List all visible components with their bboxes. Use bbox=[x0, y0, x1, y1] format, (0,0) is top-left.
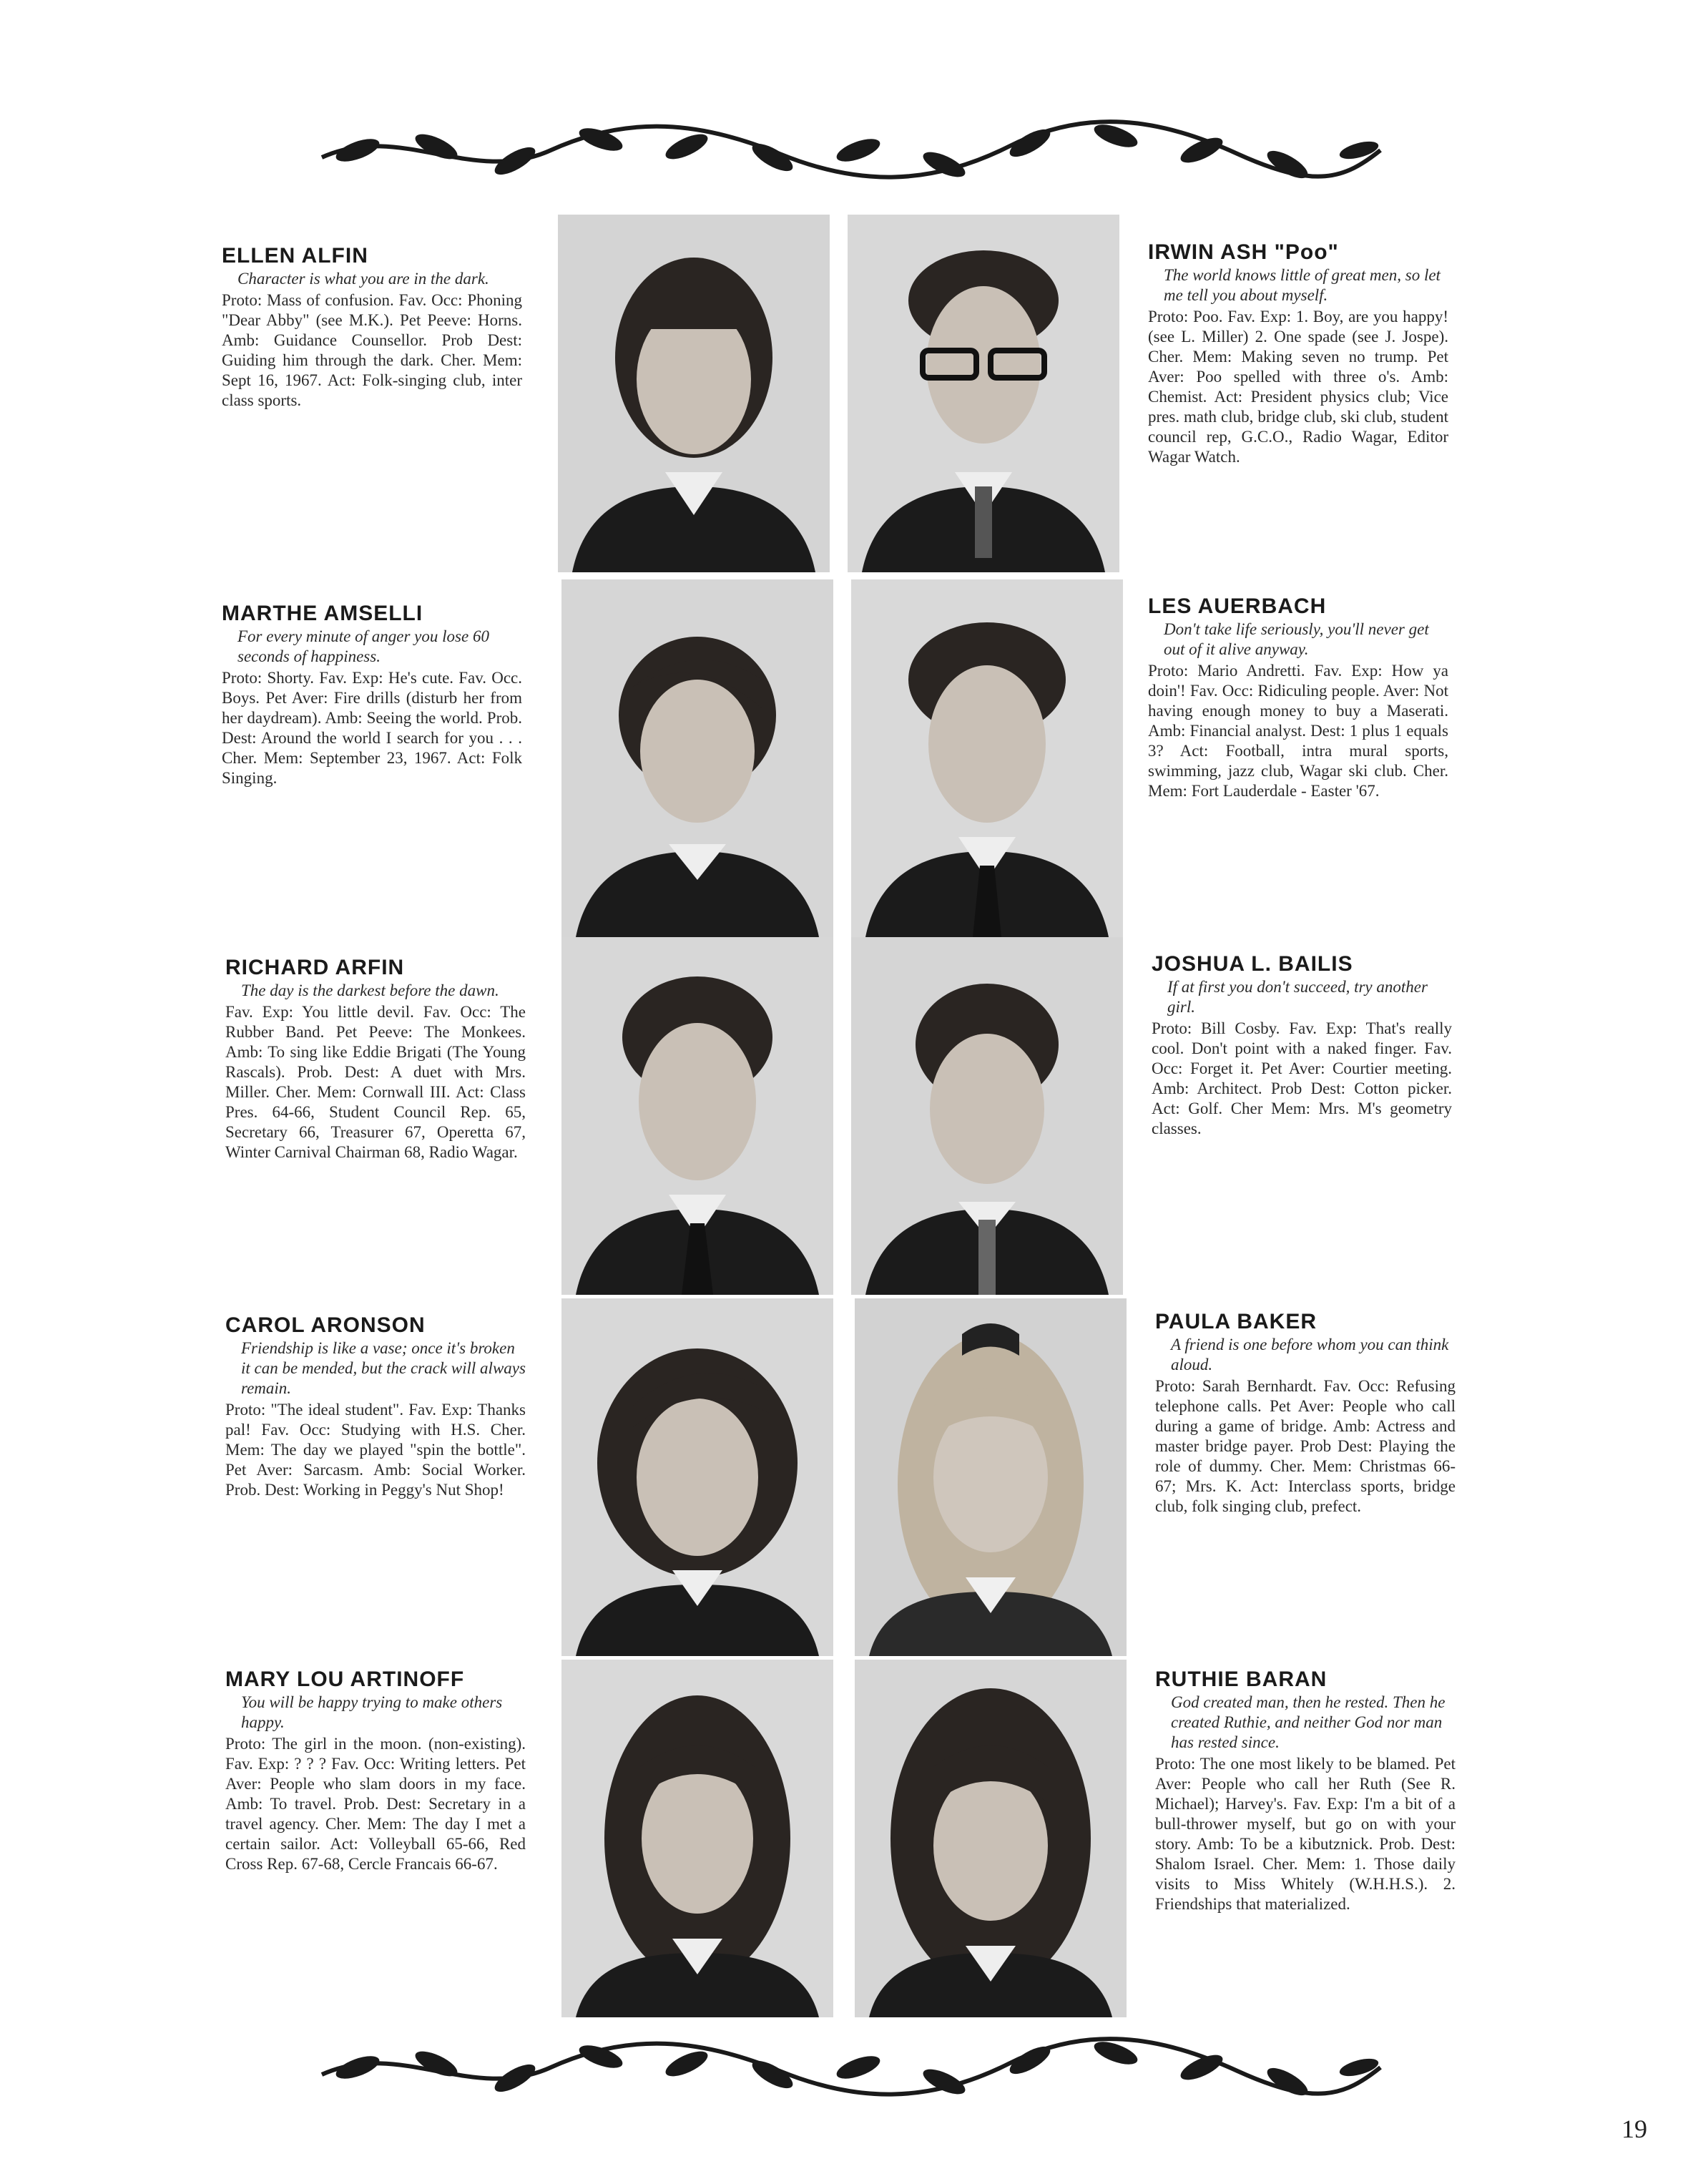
student-name: CAROL ARONSON bbox=[225, 1313, 426, 1337]
student-bio: Proto: Sarah Bernhardt. Fav. Occ: Refusing telephone calls. Pet Aver: People who call during a game of bridge. Amb: Actress and master bridge payer. Prob Dest: Playing the role of dummy. Cher. Mem: Christmas 66-67; Mrs. K. Act: Interclass sports, bridge club, folk singing club, prefect. bbox=[1155, 1377, 1456, 1515]
student-bio: Fav. Exp: You little devil. Fav. Occ: The Rubber Band. Pet Peeve: The Monkees. Amb: To sing like Eddie Brigati (The Young Rascals). Prob. Dest: A duet with Mrs. Miller. Cher. Mem: Cornwall III. Act: Class Pres. 64-66, Student Council Rep. 65, Secretary 66, Treasurer 67, Operetta 67, Winter Carnival Chairman 68, Radio Wagar. bbox=[225, 1003, 526, 1161]
student-motto: The world knows little of great men, so let me tell you about myself. bbox=[1164, 266, 1441, 304]
student-name: LES AUERBACH bbox=[1148, 594, 1327, 618]
student-name: RUTHIE BARAN bbox=[1155, 1668, 1328, 1691]
student-bio: Proto: The one most likely to be blamed. Pet Aver: People who call her Ruth (See R. Michael); Harvey's. Fav. Exp: I'm a bit of a bull-thrower myself, but go on with your story. Amb: To be a kibutznick. Prob. Dest: Shalom Israel. Cher. Mem: 1. Those daily visits to Miss Whitely (W.H.H.S.). 2. Friendships that materialized. bbox=[1155, 1755, 1456, 1913]
student-motto: You will be happy trying to make others happy. bbox=[241, 1693, 503, 1731]
student-motto: Friendship is like a vase; once it's broken it can be mended, but the crack will always remain. bbox=[241, 1339, 526, 1397]
student-motto: Character is what you are in the dark. bbox=[237, 270, 489, 288]
student-photo bbox=[851, 579, 1123, 937]
student-motto: God created man, then he rested. Then he created Ruthie, and neither God nor man has rested since. bbox=[1171, 1693, 1446, 1751]
student-name: ELLEN ALFIN bbox=[222, 244, 368, 268]
student-entry bbox=[222, 243, 522, 411]
student-entry bbox=[1155, 1309, 1456, 1517]
student-name: IRWIN ASH "Poo" bbox=[1148, 240, 1339, 264]
student-photo bbox=[855, 1298, 1127, 1656]
bottom-vine-ornament bbox=[315, 2024, 1388, 2110]
student-bio: Proto: Mass of confusion. Fav. Occ: Phoning "Dear Abby" (see M.K.). Pet Peeve: Horns. Amb: Guidance Counsellor. Prob Dest: Guiding him through the dark. Cher. Mem: Sept 16, 1967. Act: Folk-singing club, inter class sports. bbox=[222, 291, 522, 409]
student-entry bbox=[222, 601, 522, 788]
student-entry bbox=[1155, 1667, 1456, 1914]
student-motto: The day is the darkest before the dawn. bbox=[241, 981, 499, 999]
student-entry bbox=[225, 955, 526, 1162]
student-bio: Proto: Mario Andretti. Fav. Exp: How ya doin'! Fav. Occ: Ridiculing people. Aver: Not having enough money to buy a Maserati. Amb: Financial analyst. Dest: 1 plus 1 equals 3? Act: Football, intra mural sports, swimming, jazz club, Wagar ski club. Cher. Mem: Fort Lauderdale - Easter '67. bbox=[1148, 662, 1448, 800]
student-photo bbox=[561, 937, 833, 1295]
student-entry bbox=[225, 1667, 526, 1874]
student-entry bbox=[225, 1313, 526, 1500]
student-motto: Don't take life seriously, you'll never get out of it alive anyway. bbox=[1164, 620, 1429, 658]
student-photo bbox=[855, 1660, 1127, 2017]
student-name: PAULA BAKER bbox=[1155, 1310, 1317, 1333]
student-entry bbox=[1152, 951, 1452, 1139]
student-motto: For every minute of anger you lose 60 seconds of happiness. bbox=[237, 627, 489, 665]
student-photo bbox=[558, 215, 830, 572]
student-name: JOSHUA L. BAILIS bbox=[1152, 952, 1353, 976]
student-photo bbox=[561, 1660, 833, 2017]
student-name: RICHARD ARFIN bbox=[225, 956, 405, 979]
student-photo bbox=[561, 1298, 833, 1656]
student-photo bbox=[561, 579, 833, 937]
student-name: MARTHE AMSELLI bbox=[222, 602, 423, 625]
page-number: 19 bbox=[1621, 2115, 1647, 2143]
student-bio: Proto: Poo. Fav. Exp: 1. Boy, are you happy! (see L. Miller) 2. One spade (see J. Jospe). Cher. Mem: Making seven no trump. Pet Aver: Poo spelled with three o's. Amb: Chemist. Act: President physics club; Vice pres. math club, bridge club, ski club, student council rep, G.C.O., Radio Wagar, Editor Wagar Watch. bbox=[1148, 308, 1448, 466]
student-name: MARY LOU ARTINOFF bbox=[225, 1668, 465, 1691]
student-photo bbox=[851, 937, 1123, 1295]
student-motto: A friend is one before whom you can think aloud. bbox=[1171, 1336, 1449, 1373]
student-motto: If at first you don't succeed, try another girl. bbox=[1167, 978, 1428, 1016]
student-entry bbox=[1148, 594, 1448, 801]
student-photo bbox=[848, 215, 1119, 572]
student-bio: Proto: Shorty. Fav. Exp: He's cute. Fav. Occ. Boys. Pet Aver: Fire drills (disturb her from her daydream). Amb: Seeing the world. Prob. Dest: Around the world I search for you . . . Cher. Mem: September 23, 1967. Act: Folk Singing. bbox=[222, 669, 522, 787]
top-vine-ornament bbox=[315, 107, 1388, 193]
student-entry bbox=[1148, 240, 1448, 467]
student-bio: Proto: The girl in the moon. (non-existing). Fav. Exp: ? ? ? Fav. Occ: Writing letters. Pet Aver: People who slam doors in my face. Amb: To travel. Prob. Dest: Secretary in a travel agency. Cher. Mem: The day I met a certain sailor. Act: Volleyball 65-66, Red Cross Rep. 67-68, Cercle Francais 66-67. bbox=[225, 1735, 526, 1873]
student-bio: Proto: "The ideal student". Fav. Exp: Thanks pal! Fav. Occ: Studying with H.S. Cher. Mem: The day we played "spin the bottle". Pet Aver: Sarcasm. Amb: Social Worker. Prob. Dest: Working in Peggy's Nut Shop! bbox=[225, 1401, 526, 1499]
student-bio: Proto: Bill Cosby. Fav. Exp: That's really cool. Don't point with a naked finger. Fav. Occ: Forget it. Pet Aver: Courtier meeting. Amb: Architect. Prob Dest: Cotton picker. Act: Golf. Cher Mem: Mrs. M's geometry classes. bbox=[1152, 1019, 1452, 1137]
